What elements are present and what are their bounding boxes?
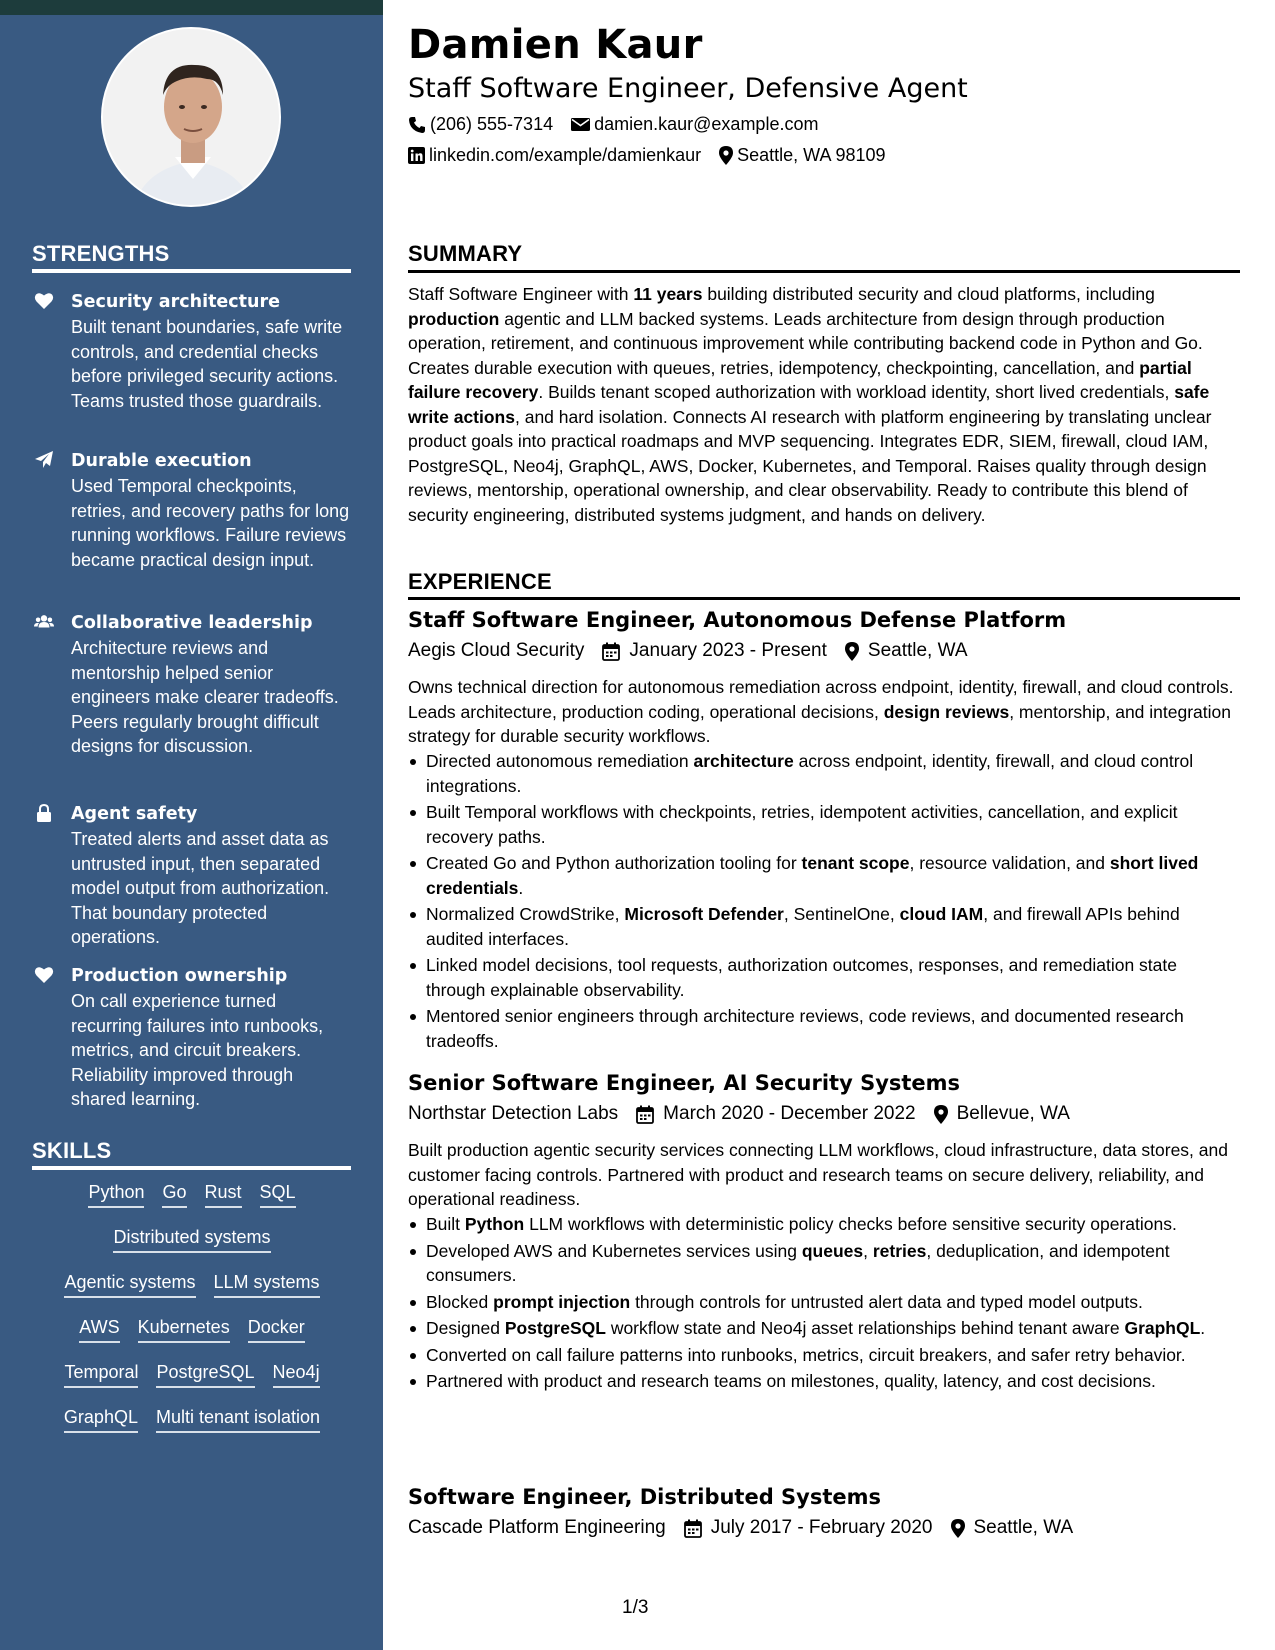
text-run: building distributed security and cloud platforms, including [702,284,1155,304]
job-company: Northstar Detection Labs [408,1103,619,1124]
text-run: , [863,1240,873,1261]
text-run: Built production agentic security services connecting LLM workflows, cloud infrastructure, data stores, and customer facing controls. Partnered with product and research teams on secure delivery, reliability, and operational readiness. [408,1140,1228,1209]
text-run: across endpoint, identity, firewall, and cloud control integrations. [426,751,1194,796]
text-run: , deduplication, and idempotent consumers. [426,1240,1170,1285]
bullet-item [408,851,1240,900]
bullet-item [408,953,1240,1002]
phone-contact [408,114,553,135]
bold-text: partial failure recovery [408,357,1192,402]
text-run: Created Go and Python authorization tooling for [426,853,802,873]
job-meta [408,640,986,662]
job-dates [684,1517,933,1539]
bullet-item [408,1316,1240,1341]
skill-tag: Rust [205,1180,242,1208]
job-location-text: Seattle, WA [867,640,968,661]
bullet-item [408,1004,1240,1053]
job-dates [636,1103,915,1125]
skill-tag: SQL [260,1180,296,1208]
text-run: through controls for untrusted alert data and typed model outputs. [630,1291,1143,1312]
phone-text: (206) 555-7314 [430,114,554,134]
skill-tag: Go [162,1180,186,1208]
envelope-icon [571,117,590,132]
text-run: Staff Software Engineer with [408,284,634,304]
skill-tag: Kubernetes [138,1315,230,1343]
heart-icon [34,291,54,311]
bold-text: PostgreSQL [504,1318,606,1338]
job-dates-text: July 2017 - February 2020 [710,1517,933,1538]
bold-text: queues [801,1240,864,1261]
skill-row [32,1180,352,1225]
job-title: Staff Software Engineer, Autonomous Defense Platform [408,608,1067,632]
strength-title: Agent safety [71,804,198,824]
skill-row [32,1270,352,1315]
map-pin-icon [934,1105,948,1124]
job-location [845,640,968,662]
bold-text: retries [872,1240,927,1261]
calendar-icon [602,642,620,661]
text-run: Linked model decisions, tool requests, authorization outcomes, responses, and remediation state through explainable observability. [426,955,1177,1000]
linkedin-icon [408,147,425,164]
strengths-rule [32,269,351,273]
job-bullets [408,749,1240,1055]
map-pin-icon [845,642,859,661]
job-bullets [408,1212,1240,1396]
bold-text: design reviews [883,701,1010,722]
bold-text: safe write actions [408,382,1210,427]
job-location [951,1517,1074,1539]
skill-row [32,1405,352,1450]
email-contact[interactable] [571,114,818,135]
job-title: Senior Software Engineer, AI Security Systems [408,1071,961,1095]
bold-text: short lived credentials [426,853,1199,898]
skill-tag: LLM systems [214,1270,320,1298]
text-run: Directed autonomous remediation [426,751,694,771]
skill-row [32,1225,352,1270]
strength-title: Security architecture [71,292,281,312]
text-run: Converted on call failure patterns into runbooks, metrics, circuit breakers, and safer retry behavior. [426,1344,1186,1365]
job-location-text: Bellevue, WA [956,1103,1070,1124]
job-company: Cascade Platform Engineering [408,1517,666,1538]
text-run: Owns technical direction for autonomous remediation across endpoint, identity, firewall, and cloud controls. Leads architecture, production coding, operational decisions, [408,677,1234,722]
job-dates [602,640,827,662]
strength-description: On call experience turned recurring failures into runbooks, metrics, and circuit breakers. Reliability improved through shared learning. [71,991,324,1109]
text-run: , mentorship, and integration strategy for durable security workflows. [408,701,1232,746]
skill-tag: Temporal [64,1360,138,1388]
text-run: , SentinelOne, [783,904,900,924]
text-run: agentic and LLM backed systems. Leads architecture from design through production operation, retirement, and continuous improvement while contributing backend code in Python and Go. Creates durable execution with queues, retries, idempotency, checkpointing, cancellation, and [408,308,1203,378]
calendar-icon [636,1105,654,1124]
skill-tag: Python [88,1180,144,1208]
skill-row [32,1315,352,1360]
location-contact [719,145,885,166]
summary-text [408,282,1240,527]
text-run: Built [426,1214,465,1234]
skill-tag: GraphQL [64,1405,138,1433]
linkedin-contact[interactable] [408,145,701,166]
experience-rule [408,597,1240,600]
text-run: LLM workflows with deterministic policy checks before sensitive security operations. [524,1214,1177,1234]
page-number: 1/3 [622,1597,649,1618]
bold-text: GraphQL [1124,1318,1201,1338]
job-title: Software Engineer, Distributed Systems [408,1485,882,1509]
job-dates-text: January 2023 - Present [629,640,827,661]
skill-tag: AWS [79,1315,119,1343]
bullet-item [408,1290,1240,1315]
strength-title: Collaborative leadership [71,613,313,633]
text-run: Blocked [426,1291,494,1312]
strength-title: Production ownership [71,966,288,986]
bullet-item [408,1343,1240,1368]
text-run: Partnered with product and research teams on milestones, quality, latency, and cost decisions. [426,1371,1156,1391]
bold-text: 11 years [633,284,703,304]
text-run: , and firewall APIs behind audited interfaces. [426,904,1180,949]
strength-description: Used Temporal checkpoints, retries, and recovery paths for long running workflows. Failure reviews became practical design input. [71,476,350,570]
map-pin-icon [719,146,733,165]
sidebar [0,0,383,1650]
job-company: Aegis Cloud Security [408,640,585,661]
bold-text: Python [464,1214,525,1234]
job-location [934,1103,1070,1125]
contact-row [408,114,836,135]
skill-tag: Docker [248,1315,305,1343]
skills-list [32,1180,352,1450]
bullet-item [408,1212,1240,1237]
skills-title: SKILLS [32,1138,112,1163]
skill-tag: Multi tenant isolation [156,1405,320,1433]
location-text: Seattle, WA 98109 [737,145,886,165]
job-dates-text: March 2020 - December 2022 [663,1103,916,1124]
job-description [408,675,1240,749]
bold-text: production [408,308,500,329]
users-icon [34,612,54,632]
text-run: Developed AWS and Kubernetes services using [426,1240,802,1261]
summary-title: SUMMARY [408,241,523,266]
strength-description: Built tenant boundaries, safe write controls, and credential checks before privileged security actions. Teams trusted those guardrails. [71,317,343,411]
job-description [408,1138,1240,1212]
map-pin-icon [951,1519,965,1538]
bullet-item [408,749,1240,798]
skill-tag: Neo4j [273,1360,320,1388]
bold-text: cloud IAM [899,904,984,924]
linkedin-link[interactable]: linkedin.com/example/damienkaur [429,145,702,165]
skill-tag: Distributed systems [113,1225,270,1253]
strength-title: Durable execution [71,451,252,471]
bold-text: architecture [693,751,794,771]
bullet-item [408,800,1240,849]
text-run: Normalized CrowdStrike, [426,904,625,924]
text-run: Mentored senior engineers through architecture reviews, code reviews, and documented research tradeoffs. [426,1006,1184,1051]
experience-title: EXPERIENCE [408,569,552,594]
bold-text: prompt injection [493,1291,631,1312]
bullet-item [408,1239,1240,1288]
job-meta [408,1103,1088,1125]
bullet-item [408,902,1240,951]
skill-row [32,1360,352,1405]
skill-tag: PostgreSQL [156,1360,254,1388]
lock-icon [34,803,54,823]
summary-rule [408,270,1240,273]
phone-icon [408,116,426,134]
job-meta [408,1517,1091,1539]
contact-row [408,145,904,166]
calendar-icon [684,1519,702,1538]
text-run: . [1200,1318,1206,1338]
bold-text: Microsoft Defender [624,904,784,924]
email-link[interactable]: damien.kaur@example.com [594,114,819,134]
strength-description: Treated alerts and asset data as untrusted input, then separated model output from authorization. That boundary protected operations. [71,829,330,947]
profile-photo [101,27,281,207]
paper-plane-icon [34,450,54,470]
candidate-headline: Staff Software Engineer, Defensive Agent [408,73,968,104]
text-run: Designed [426,1318,505,1338]
job-location-text: Seattle, WA [973,1517,1074,1538]
bold-text: tenant scope [801,853,910,873]
text-run: . [518,877,524,898]
strength-description: Architecture reviews and mentorship helped senior engineers make clearer tradeoffs. Peers regularly brought difficult designs for discussion. [71,638,339,756]
candidate-name: Damien Kaur [408,22,703,68]
text-run: , and hard isolation. Connects AI research with platform engineering by translating unclear product goals into practical roadmaps and MVP sequencing. Integrates EDR, SIEM, firewall, cloud IAM, PostgreSQL, Neo4j, GraphQL, AWS, Docker, Kubernetes, and Temporal. Raises quality through design reviews, mentorship, operational ownership, and clear observability. Ready to contribute this blend of security engineering, distributed systems judgment, and hands on delivery. [408,406,1212,525]
text-run: . Builds tenant scoped authorization with workload identity, short lived credentials, [538,382,1175,402]
heart-icon [34,965,54,985]
text-run: , resource validation, and [909,853,1110,873]
strengths-title: STRENGTHS [32,241,170,266]
skills-rule [32,1166,351,1170]
bullet-item [408,1369,1240,1394]
text-run: Built Temporal workflows with checkpoints, retries, idempotent activities, cancellation, and explicit recovery paths. [426,802,1178,847]
skill-tag: Agentic systems [64,1270,195,1298]
sidebar-top-bar [0,0,383,15]
text-run: workflow state and Neo4j asset relationships behind tenant aware [605,1318,1125,1338]
